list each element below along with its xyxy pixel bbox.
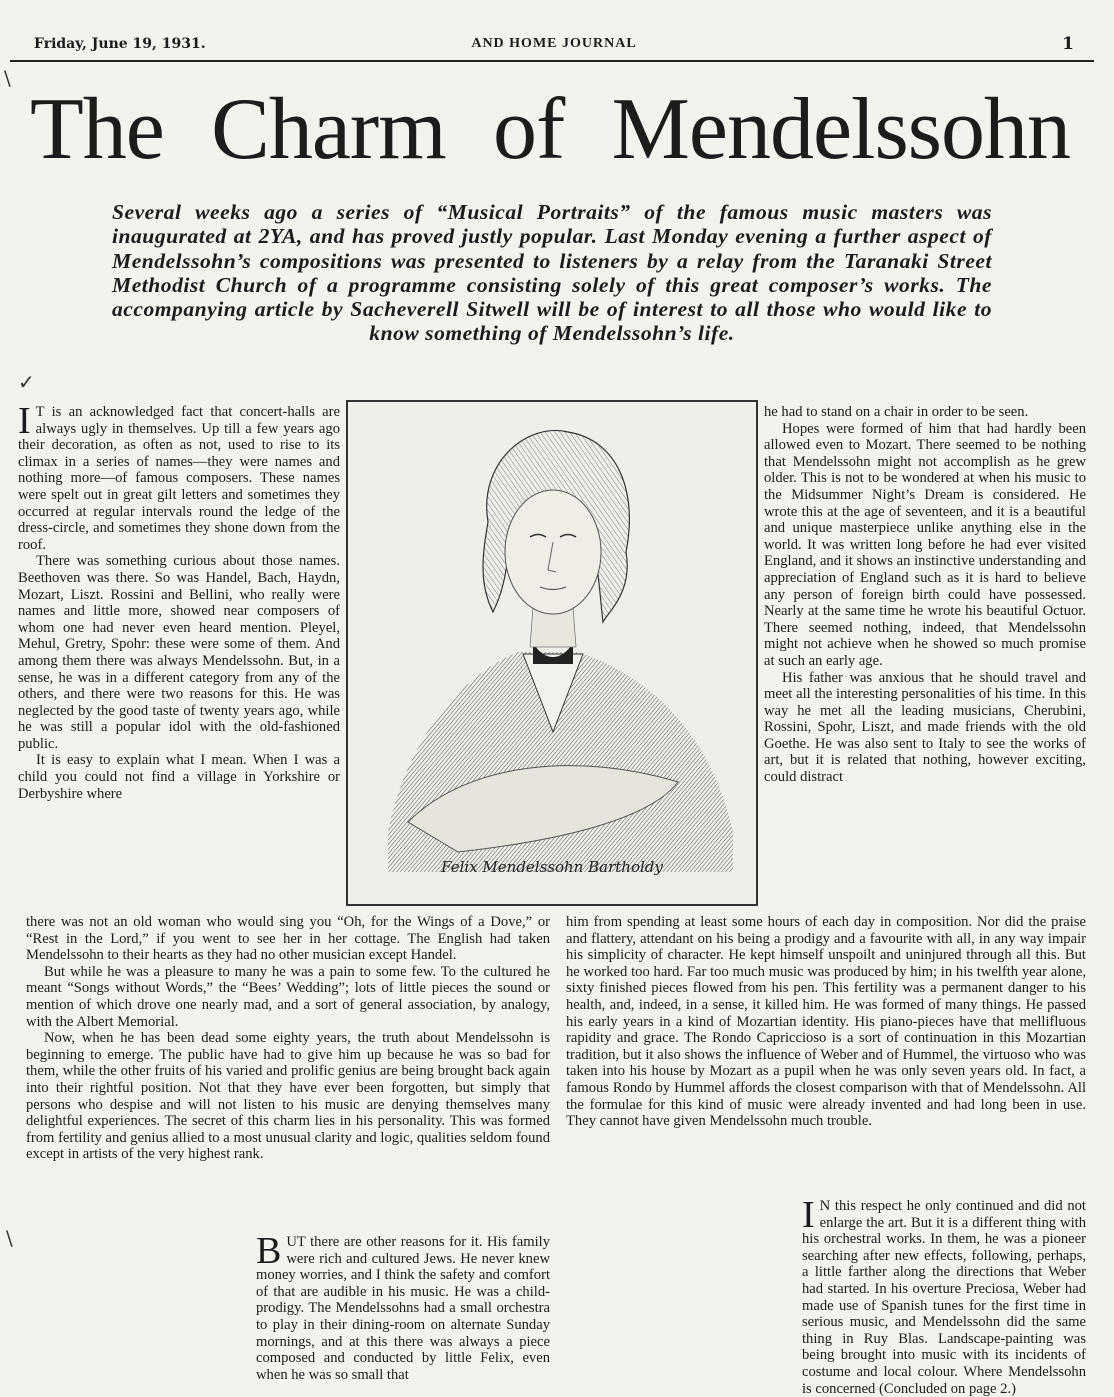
standfirst: Several weeks ago a series of “Musical Portraits” of the famous music masters was inaugurated at 2YA, and has proved justly popular. Last Monday evening a further aspect of Mendelssohn’s compositions was presented to listeners by a relay from the Taranaki Street Methodist Church of a programme consisting solely of this great composer’s works. The accompanying article by Sacheverell Sitwell will be of interest to all those who would like to know something of Mendelssohn’s life. bbox=[112, 200, 992, 346]
column-2-section-b bbox=[566, 1194, 1086, 1397]
drop-cap: I bbox=[802, 1194, 815, 1236]
headline-word-1: The bbox=[30, 81, 164, 178]
publication-title: AND HOME JOURNAL bbox=[471, 36, 637, 51]
headline-word-4: Mendelssohn bbox=[611, 81, 1070, 178]
headline-word-2: Charm bbox=[211, 81, 446, 178]
paragraph: he had to stand on a chair in order to be seen. bbox=[764, 404, 1029, 420]
paragraph: BUT there are other reasons for it. His family were rich and cultured Jews. He never knew money worries, and I think the safety and comfort of that are audible in his music. He was a child-prodigy. The Mendelssohns had a small orchestra to play in their dining-room on alternate Sunday mornings, and at this there was always a piece composed and conducted by little Felix, even when he was so small that bbox=[256, 1230, 550, 1383]
portrait-icon bbox=[348, 402, 756, 904]
column-2-bottom bbox=[566, 914, 1086, 1130]
paragraph: I T is an acknowledged fact that concert-halls are always ugly in themselves. Up till a few years ago their decoration, as often as not, used to rise to its climax in a series of names—they were names and nothing more—of famous composers. These names were spelt out in great gilt letters and sometimes they occurred at regular intervals round the ledge of the dress-circle, and sometimes they shone down from the roof. bbox=[18, 400, 340, 553]
paragraph: Hopes were formed of him that had hardly been allowed even to Mozart. There seemed to be nothing that Mendelssohn might not accomplish as he grew older. This is not to be wondered at when his music to the Midsummer Night’s Dream is considered. He wrote this at the age of seventeen, and it is a beautiful and unique masterpiece unlike anything else in the world. It was written long before he had ever visited England, and it shows an instinctive understanding and appreciation of England such as it is hard to believe any person of foreign birth could have possessed. Nearly at the same time he wrote his beautiful Octuor. There seemed nothing, indeed, that Mendelssohn might not achieve when he showed so much promise at such an early age. bbox=[764, 420, 1086, 669]
portrait-engraving bbox=[346, 400, 758, 906]
margin-mark: ✓ bbox=[18, 370, 35, 394]
paragraph: His father was anxious that he should travel and meet all the interesting personalities of his time. In this way he met all the leading musicians, Cherubini, Rossini, Spohr, Liszt, and made friends with the old Goethe. He was also sent to Italy to see the works of art, but it is related that nothing, however exciting, could distract bbox=[764, 669, 1086, 786]
column-3-top bbox=[764, 404, 1086, 786]
column-1-section-b bbox=[26, 1230, 550, 1383]
portrait-signature: Felix Mendelssohn Bartholdy bbox=[441, 858, 663, 876]
paragraph: There was something curious about those names. Beethoven was there. So was Handel, Bach, Haydn, Mozart, Liszt. Rossini and Bellini, who really were names and little more, showed near composers of whom one had never even heard mention. Pleyel, Mehul, Gretry, Spohr: these were some of them. And among them there was always Mendelssohn. But, in a sense, he was in a different category from any of the others, and there were two reasons for this. He was neglected by the good taste of twenty years ago, while he was still a popular idol with the old-fashioned public. bbox=[18, 553, 340, 752]
masthead-rule bbox=[10, 60, 1094, 62]
headline-word-3: of bbox=[493, 81, 565, 178]
paragraph: him from spending at least some hours of each day in composition. Nor did the praise and flattery, attendant on his being a prodigy and a favourite with all, in any way impair his simplicity of character. He kept himself unspoilt and uninjured through all this. But he worked too hard. Far too much music was produced by him; in his twelfth year alone, sixty finished pieces flowed from his pen. This fertility was a permanent danger to his health, and, indeed, in a sense, it killed him. He was formed of many things. He passed his early years in a kind of Mozartian identity. His piano-pieces have that mellifluous rapidity and grace. The Rondo Capriccioso is a sort of continuation in this Mozartian tradition, but it also shows the influence of Weber and of Hummel, the virtuoso who was taken into his house by Mozart as a pupil when he was only seven years old. In fact, a famous Rondo by Hummel affords the closest comparison with that of Mendelssohn. All the formulae for this kind of music were already invented and had long been in use. They cannot have given Mendelssohn much trouble. bbox=[566, 914, 1086, 1130]
margin-mark: \ bbox=[4, 66, 11, 90]
paragraph: there was not an old woman who would sing you “Oh, for the Wings of a Dove,” or “Rest in the Lord,” if you went to see her in her cottage. The English had taken Mendelssohn to their hearts as they had no other musician except Handel. bbox=[26, 914, 550, 964]
headline bbox=[30, 70, 1070, 190]
paragraph: But while he was a pleasure to many he was a pain to some few. To the cultured he meant “Songs without Words,” the “Bees’ Wedding”; lots of little pieces the sound or mention of which drove one nearly mad, and a sort of general association, by analogy, with the Albert Memorial. bbox=[26, 963, 550, 1030]
masthead bbox=[30, 34, 1078, 56]
issue-date: Friday, June 19, 1931. bbox=[34, 36, 206, 52]
page-number: 1 bbox=[1062, 34, 1074, 54]
drop-cap: B bbox=[256, 1230, 282, 1272]
column-1-bottom bbox=[26, 914, 550, 1163]
column-1-top bbox=[18, 400, 340, 802]
paragraph: It is easy to explain what I mean. When I was a child you could not find a village in Yorkshire or Derbyshire where bbox=[18, 752, 340, 802]
drop-cap: I bbox=[18, 400, 31, 442]
margin-mark: \ bbox=[6, 1226, 13, 1250]
paragraph: Now, when he has been dead some eighty years, the truth about Mendelssohn is beginning to emerge. The public have had to give him up because he was so bad for them, while the other fruits of his varied and prolific genius are being brought back again into their rightful position. Not that they have ever been forgotten, but simply that persons who despise and will not listen to his music are denying themselves many delightful experiences. The secret of this charm lies in his personality. This was formed from fertility and genius allied to a most unusual clarity and logic, qualities seldom found except in artists of the very highest rank. bbox=[26, 1030, 550, 1163]
paragraph: I N this respect he only continued and did not enlarge the art. But it is a different thing with his orchestral works. In them, he was a pioneer searching after new effects, following, perhaps, a little farther along the directions that Weber had started. In his overture Preciosa, Weber had made use of Spanish tunes for the first time in serious music, and Mendelssohn did the same thing in Ruy Blas. Landscape-painting was being brought into music with its incidents of costume and local colour. Where Mendelssohn is concerned (Concluded on page 2.) bbox=[802, 1194, 1086, 1397]
